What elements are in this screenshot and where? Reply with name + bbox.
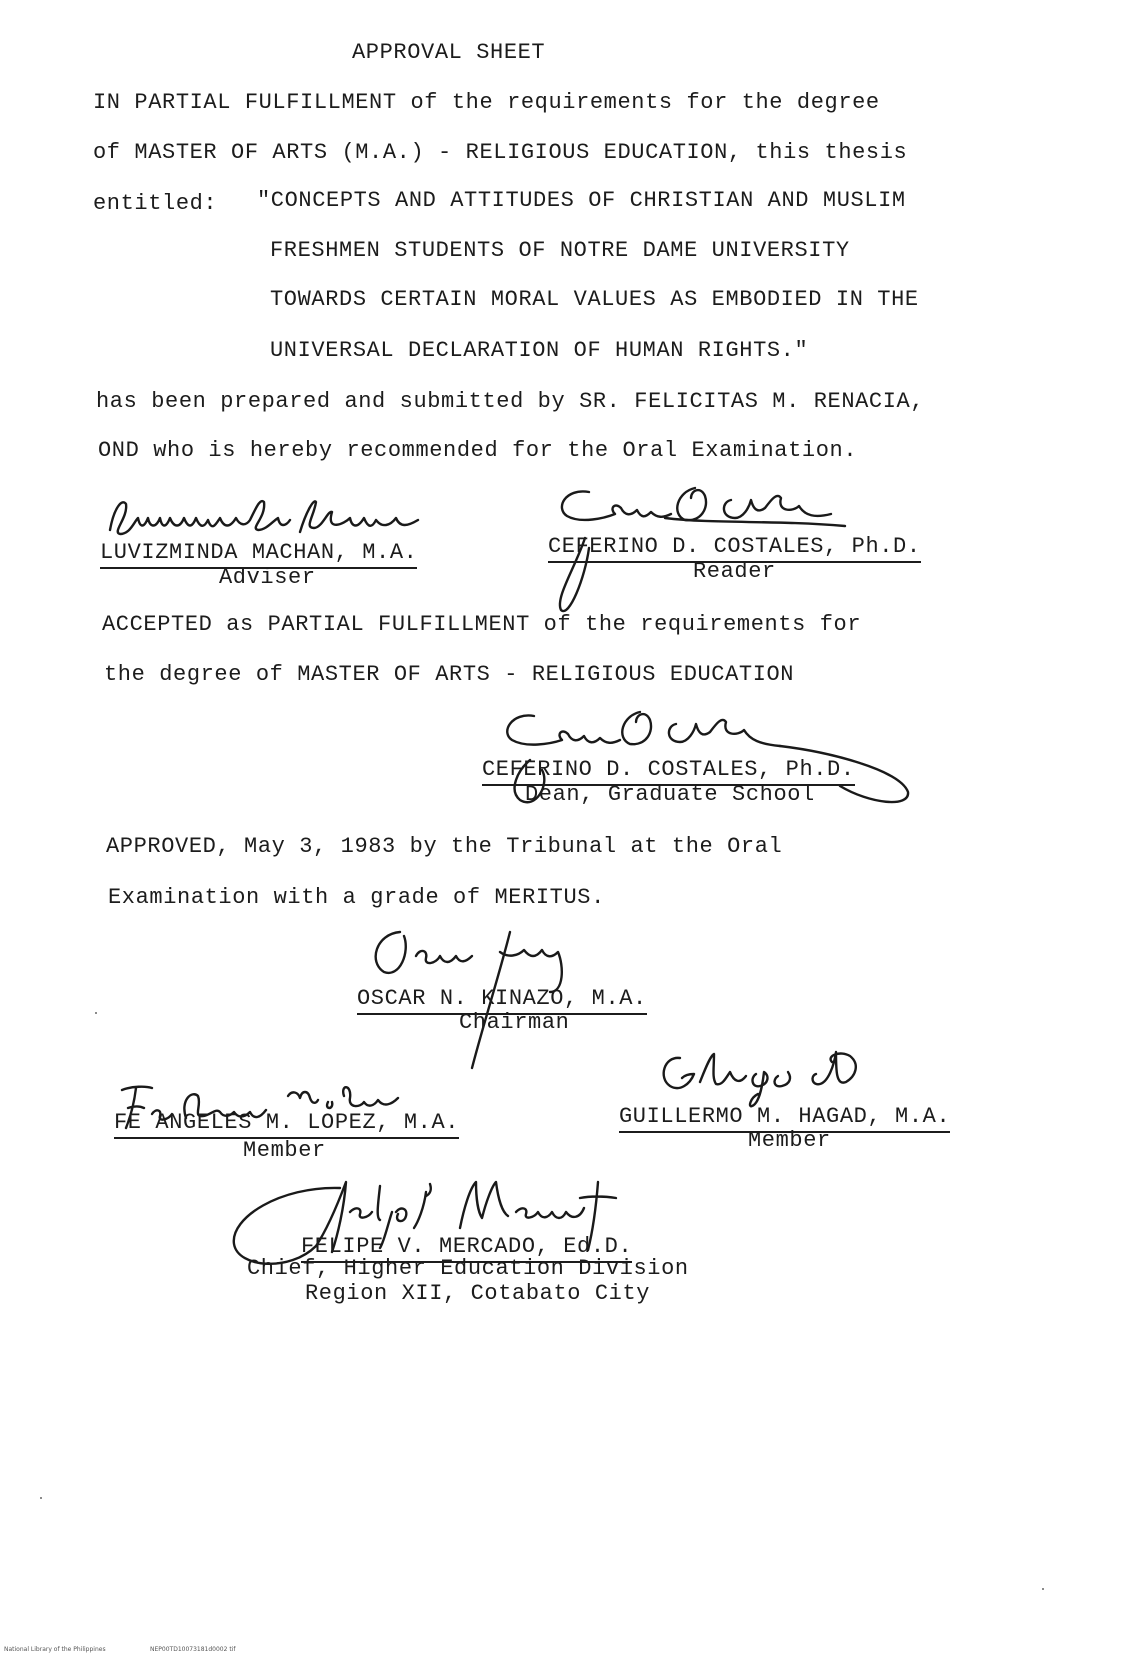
submission-line-2: OND who is hereby recommended for the Oral Examination. [98, 438, 858, 463]
reader-name: CEFERINO D. COSTALES, Ph.D. [548, 534, 921, 563]
footer-library: National Library of the Philippines [4, 1646, 106, 1653]
member2-name: GUILLERMO M. HAGAD, M.A. [619, 1104, 950, 1133]
thesis-title-line-2: FRESHMEN STUDENTS OF NOTRE DAME UNIVERSITY [270, 238, 850, 263]
page-title: APPROVAL SHEET [352, 40, 546, 65]
member2-signature [650, 1042, 870, 1112]
reader-role: Reader [693, 559, 776, 584]
chief-name: FELIPE V. MERCADO, Ed.D. [301, 1234, 632, 1263]
footer-file-id: NEP00TD10073181d0002 tif [150, 1646, 236, 1653]
chief-location: Region XII, Cotabato City [305, 1281, 651, 1306]
member1-name: FE ANGELES M. LOPEZ, M.A. [114, 1110, 459, 1139]
member1-role: Member [243, 1138, 326, 1163]
intro-line-1: IN PARTIAL FULFILLMENT of the requirements for the degree [93, 90, 880, 115]
intro-line-3: entitled: [93, 191, 218, 216]
intro-line-2: of MASTER OF ARTS (M.A.) - RELIGIOUS EDUCATION, this thesis [93, 140, 908, 165]
chief-role: Chief, Higher Education Division [247, 1256, 689, 1281]
adviser-signature [100, 488, 440, 548]
scan-speck [40, 1497, 42, 1499]
dean-role: Dean, Graduate School [525, 782, 815, 807]
adviser-role: Adviser [219, 565, 316, 590]
chairman-role: Chairman [459, 1010, 570, 1035]
dean-name: CEFERINO D. COSTALES, Ph.D. [482, 757, 855, 786]
chairman-name: OSCAR N. KINAZO, M.A. [357, 986, 647, 1015]
acceptance-line-2: the degree of MASTER OF ARTS - RELIGIOUS EDUCATION [104, 662, 795, 687]
member2-role: Member [748, 1128, 831, 1153]
scan-speck [95, 1012, 97, 1014]
approval-line-1: APPROVED, May 3, 1983 by the Tribunal at the Oral [106, 834, 783, 859]
thesis-title-line-4: UNIVERSAL DECLARATION OF HUMAN RIGHTS." [270, 338, 809, 363]
acceptance-line-1: ACCEPTED as PARTIAL FULFILLMENT of the requirements for [102, 612, 862, 637]
scan-speck [1042, 1588, 1044, 1590]
approval-line-2: Examination with a grade of MERITUS. [108, 885, 605, 910]
thesis-title-line-1: "CONCEPTS AND ATTITUDES OF CHRISTIAN AND MUSLIM [257, 188, 906, 213]
submission-line-1: has been prepared and submitted by SR. FELICITAS M. RENACIA, [96, 389, 925, 414]
thesis-title-line-3: TOWARDS CERTAIN MORAL VALUES AS EMBODIED IN THE [270, 287, 919, 312]
adviser-name: LUVIZMINDA MACHAN, M.A. [100, 540, 417, 569]
